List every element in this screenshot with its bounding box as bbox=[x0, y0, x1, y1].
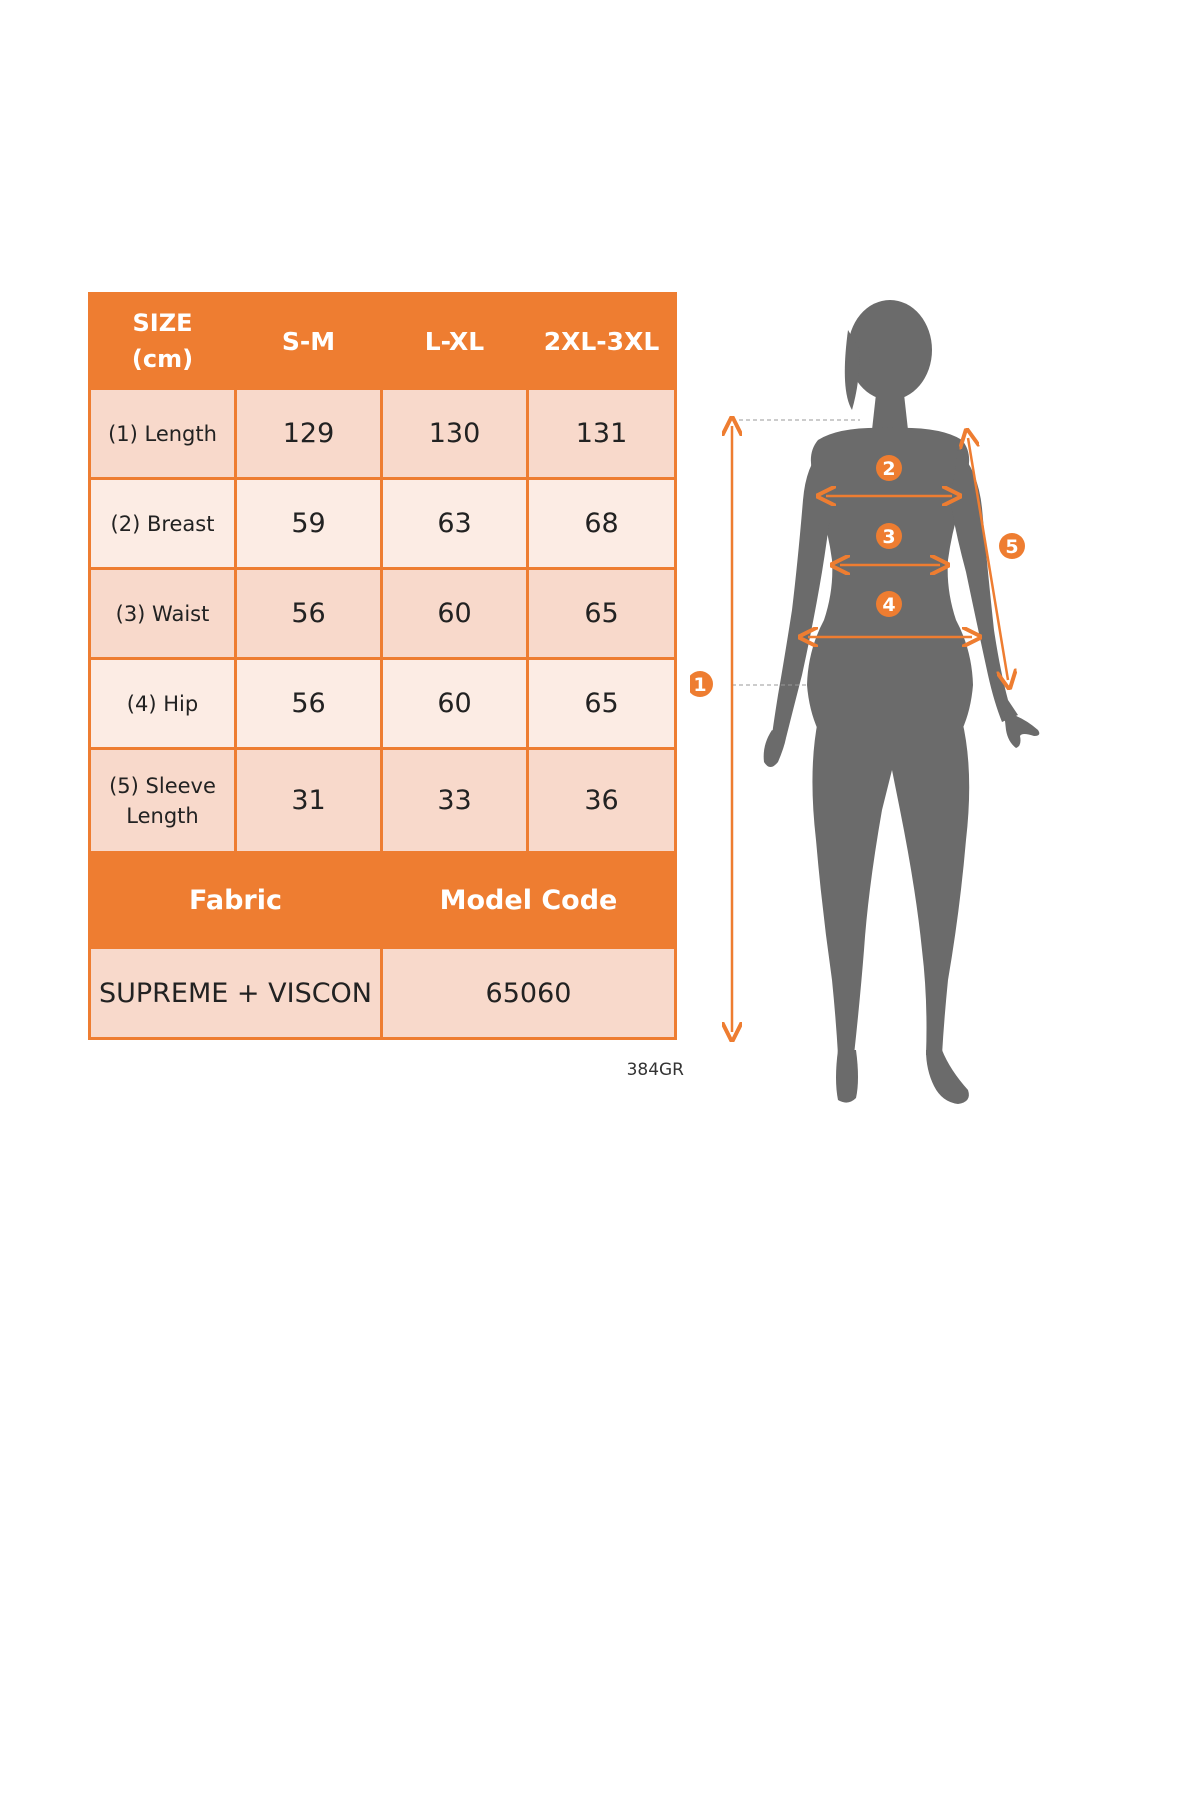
fabric-header-row bbox=[90, 853, 676, 948]
row-label-sleeve-line2: Length bbox=[126, 803, 199, 828]
svg-text:3: 3 bbox=[882, 526, 896, 548]
size-header-line1: SIZE bbox=[132, 309, 193, 337]
row-label-waist: (3) Waist bbox=[90, 569, 236, 659]
table-row-breast bbox=[90, 479, 676, 569]
svg-text:1: 1 bbox=[693, 674, 707, 696]
cell-length-s-m: 129 bbox=[236, 389, 382, 479]
row-label-breast: (2) Breast bbox=[90, 479, 236, 569]
cell-breast-s-m: 59 bbox=[236, 479, 382, 569]
table-row-hip bbox=[90, 659, 676, 749]
size-chart-table bbox=[88, 292, 677, 1040]
cell-sleeve-2xl-3xl: 36 bbox=[528, 749, 676, 853]
cell-hip-2xl-3xl: 65 bbox=[528, 659, 676, 749]
marker-3 bbox=[876, 523, 902, 549]
cell-sleeve-l-xl: 33 bbox=[382, 749, 528, 853]
row-label-sleeve-length bbox=[90, 749, 236, 853]
cell-hip-s-m: 56 bbox=[236, 659, 382, 749]
cell-breast-l-xl: 63 bbox=[382, 479, 528, 569]
cell-waist-2xl-3xl: 65 bbox=[528, 569, 676, 659]
size-header-line2: (cm) bbox=[131, 345, 194, 373]
cell-hip-l-xl: 60 bbox=[382, 659, 528, 749]
table-row-sleeve-length bbox=[90, 749, 676, 853]
size-header-s-m: S-M bbox=[236, 294, 382, 389]
cell-breast-2xl-3xl: 68 bbox=[528, 479, 676, 569]
size-header-row bbox=[90, 294, 676, 389]
row-label-sleeve-line1: (5) Sleeve bbox=[109, 773, 216, 798]
size-unit-header bbox=[90, 294, 236, 389]
fabric-info-row bbox=[90, 948, 676, 1039]
size-header-l-xl: L-XL bbox=[382, 294, 528, 389]
measurement-figure bbox=[690, 290, 1090, 1110]
svg-text:5: 5 bbox=[1005, 536, 1019, 558]
row-label-hip: (4) Hip bbox=[90, 659, 236, 749]
marker-4 bbox=[876, 591, 902, 617]
product-code: 384GR bbox=[626, 1060, 684, 1080]
fabric-header: Fabric bbox=[90, 853, 382, 948]
cell-sleeve-s-m: 31 bbox=[236, 749, 382, 853]
table-row-waist bbox=[90, 569, 676, 659]
cell-waist-l-xl: 60 bbox=[382, 569, 528, 659]
cell-length-2xl-3xl: 131 bbox=[528, 389, 676, 479]
row-label-length: (1) Length bbox=[90, 389, 236, 479]
svg-text:2: 2 bbox=[882, 458, 896, 480]
model-code-header: Model Code bbox=[382, 853, 676, 948]
fabric-value: SUPREME + VISCON bbox=[90, 948, 382, 1039]
model-code-value: 65060 bbox=[382, 948, 676, 1039]
woman-silhouette bbox=[764, 300, 1040, 1104]
marker-5 bbox=[999, 533, 1025, 559]
marker-1 bbox=[690, 671, 713, 697]
marker-2 bbox=[876, 455, 902, 481]
table-row-length bbox=[90, 389, 676, 479]
size-header-2xl-3xl: 2XL-3XL bbox=[528, 294, 676, 389]
cell-length-l-xl: 130 bbox=[382, 389, 528, 479]
cell-waist-s-m: 56 bbox=[236, 569, 382, 659]
svg-text:4: 4 bbox=[882, 594, 896, 616]
